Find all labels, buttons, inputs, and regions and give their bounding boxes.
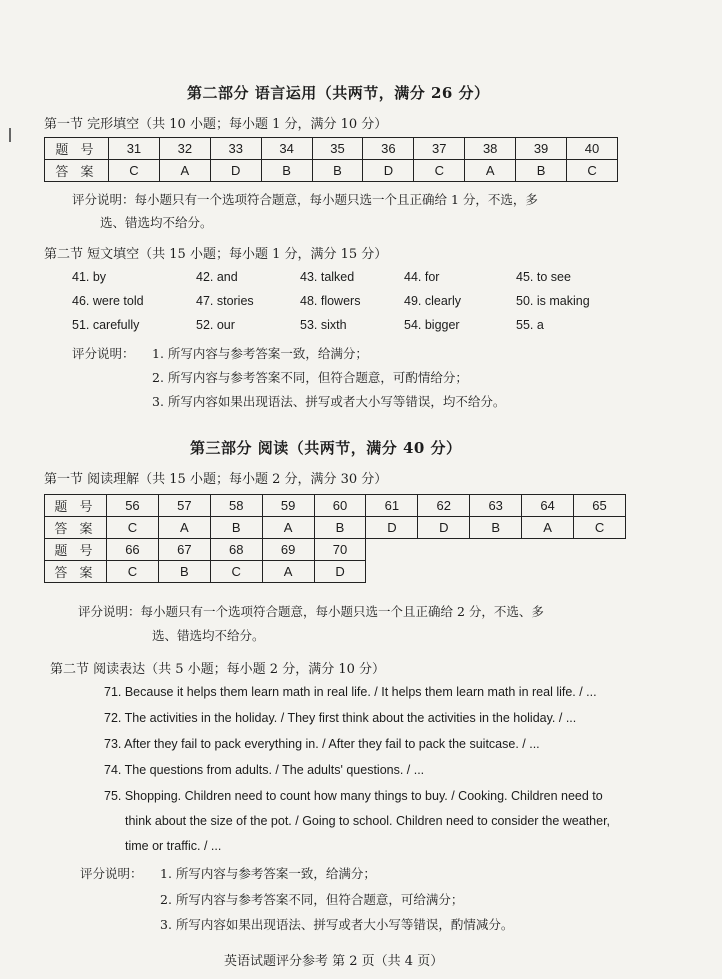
answer-line: 72. The activities in the holiday. / They first think about the activities in the holiday. / ... xyxy=(104,711,577,725)
question-number: 40 xyxy=(567,138,618,160)
answer-line: time or traffic. / ... xyxy=(125,839,222,853)
list-item: 50. is making xyxy=(516,294,590,308)
part2-sec2-title: 第二节 短文填空（共 15 小题；每小题 1 分，满分 15 分） xyxy=(44,247,388,262)
scoring-note: 选、错选均不给分。 xyxy=(152,628,265,643)
question-number: 64 xyxy=(522,495,574,517)
table-row xyxy=(45,495,626,517)
question-number: 38 xyxy=(465,138,516,160)
table-row xyxy=(45,160,618,182)
answer-cell: B xyxy=(210,517,262,539)
table-row xyxy=(45,539,626,561)
scoring-note: 2. 所写内容与参考答案不同，但符合题意，可给满分； xyxy=(160,892,464,907)
list-item: 55. a xyxy=(516,318,544,332)
question-number: 70 xyxy=(314,539,366,561)
question-number: 56 xyxy=(107,495,159,517)
answer-label: 答 案 xyxy=(45,561,107,583)
empty-cell xyxy=(366,561,418,583)
scoring-note: 评分说明：每小题只有一个选项符合题意，每小题只选一个且正确给 1 分，不选，多 xyxy=(72,192,538,207)
empty-cell xyxy=(522,539,574,561)
list-item: 53. sixth xyxy=(300,318,347,332)
question-number: 59 xyxy=(262,495,314,517)
empty-cell xyxy=(418,561,470,583)
answer-cell: A xyxy=(158,517,210,539)
question-number: 39 xyxy=(516,138,567,160)
empty-cell xyxy=(574,539,626,561)
question-number: 37 xyxy=(414,138,465,160)
answer-cell: D xyxy=(210,160,261,182)
list-item: 43. talked xyxy=(300,270,355,284)
answer-line: 75. Shopping. Children need to count how many things to buy. / Cooking. Children need to xyxy=(104,789,603,803)
question-number: 36 xyxy=(363,138,414,160)
empty-cell xyxy=(366,539,418,561)
question-number: 31 xyxy=(109,138,160,160)
answer-cell: D xyxy=(314,561,366,583)
part2-sec1-title: 第一节 完形填空（共 10 小题；每小题 1 分，满分 10 分） xyxy=(44,117,388,132)
answer-cell: C xyxy=(414,160,465,182)
scoring-note: 3. 所写内容如果出现语法、拼写或者大小写等错误，均不给分。 xyxy=(152,394,506,409)
question-number: 60 xyxy=(314,495,366,517)
question-number: 66 xyxy=(107,539,159,561)
header-label: 题 号 xyxy=(45,138,109,160)
answer-cell: B xyxy=(314,517,366,539)
answer-cell: C xyxy=(567,160,618,182)
answer-line: 71. Because it helps them learn math in real life. / It helps them learn math in real life. / ... xyxy=(104,685,597,699)
answer-cell: D xyxy=(363,160,414,182)
answer-cell: B xyxy=(312,160,363,182)
answer-cell: D xyxy=(418,517,470,539)
margin-mark xyxy=(9,128,11,142)
list-item: 54. bigger xyxy=(404,318,460,332)
scoring-note: 3. 所写内容如果出现语法、拼写或者大小写等错误，酌情减分。 xyxy=(160,917,514,932)
empty-cell xyxy=(574,561,626,583)
scoring-note-label: 评分说明： xyxy=(80,866,143,881)
answer-label: 答 案 xyxy=(45,517,107,539)
question-number: 67 xyxy=(158,539,210,561)
table-row xyxy=(45,138,618,160)
list-item: 51. carefully xyxy=(72,318,140,332)
answer-cell: C xyxy=(210,561,262,583)
part2-title: 第二部分 语言运用（共两节，满分 26 分） xyxy=(187,84,490,102)
answer-cell: A xyxy=(262,561,314,583)
empty-cell xyxy=(470,561,522,583)
scoring-note: 1. 所写内容与参考答案一致，给满分； xyxy=(160,866,376,881)
part3-sec1-title: 第一节 阅读理解（共 15 小题；每小题 2 分，满分 30 分） xyxy=(44,472,388,487)
header-label: 题 号 xyxy=(45,495,107,517)
page-footer: 英语试题评分参考 第 2 页（共 4 页） xyxy=(224,954,444,969)
scoring-note: 2. 所写内容与参考答案不同，但符合题意，可酌情给分； xyxy=(152,370,468,385)
part3-sec2-title: 第二节 阅读表达（共 5 小题；每小题 2 分，满分 10 分） xyxy=(50,662,386,677)
answer-cell: D xyxy=(366,517,418,539)
answer-cell: A xyxy=(522,517,574,539)
reading-answer-table xyxy=(44,494,626,583)
list-item: 44. for xyxy=(404,270,440,284)
question-number: 58 xyxy=(210,495,262,517)
list-item: 45. to see xyxy=(516,270,571,284)
question-number: 68 xyxy=(210,539,262,561)
list-item: 41. by xyxy=(72,270,107,284)
answer-cell: A xyxy=(465,160,516,182)
list-item: 47. stories xyxy=(196,294,254,308)
scoring-note-label: 评分说明： xyxy=(72,346,135,361)
list-item: 52. our xyxy=(196,318,235,332)
scoring-note: 选、错选均不给分。 xyxy=(100,215,213,230)
question-number: 35 xyxy=(312,138,363,160)
answer-label: 答 案 xyxy=(45,160,109,182)
table-row xyxy=(45,517,626,539)
answer-cell: B xyxy=(261,160,312,182)
question-number: 32 xyxy=(159,138,210,160)
scoring-note: 评分说明：每小题只有一个选项符合题意，每小题只选一个且正确给 2 分，不选、多 xyxy=(78,604,544,619)
table-row xyxy=(45,561,626,583)
answer-cell: B xyxy=(516,160,567,182)
empty-cell xyxy=(470,539,522,561)
answer-cell: C xyxy=(107,561,159,583)
answer-line: 74. The questions from adults. / The adults' questions. / ... xyxy=(104,763,425,777)
question-number: 63 xyxy=(470,495,522,517)
answer-cell: B xyxy=(470,517,522,539)
empty-cell xyxy=(522,561,574,583)
list-item: 42. and xyxy=(196,270,238,284)
answer-cell: C xyxy=(109,160,160,182)
answer-cell: C xyxy=(574,517,626,539)
answer-cell: A xyxy=(262,517,314,539)
answer-cell: A xyxy=(159,160,210,182)
question-number: 57 xyxy=(158,495,210,517)
answer-cell: B xyxy=(158,561,210,583)
list-item: 48. flowers xyxy=(300,294,361,308)
list-item: 49. clearly xyxy=(404,294,461,308)
scoring-note: 1. 所写内容与参考答案一致，给满分； xyxy=(152,346,368,361)
empty-cell xyxy=(418,539,470,561)
answer-cell: C xyxy=(107,517,159,539)
cloze-answer-table xyxy=(44,137,618,182)
question-number: 62 xyxy=(418,495,470,517)
question-number: 34 xyxy=(261,138,312,160)
list-item: 46. were told xyxy=(72,294,144,308)
answer-line: 73. After they fail to pack everything in. / After they fail to pack the suitcase. / ... xyxy=(104,737,540,751)
question-number: 65 xyxy=(574,495,626,517)
question-number: 33 xyxy=(210,138,261,160)
header-label: 题 号 xyxy=(45,539,107,561)
answer-line: think about the size of the pot. / Going to school. Children need to consider the weather, xyxy=(125,814,611,828)
question-number: 69 xyxy=(262,539,314,561)
part3-title: 第三部分 阅读（共两节，满分 40 分） xyxy=(190,439,462,457)
question-number: 61 xyxy=(366,495,418,517)
